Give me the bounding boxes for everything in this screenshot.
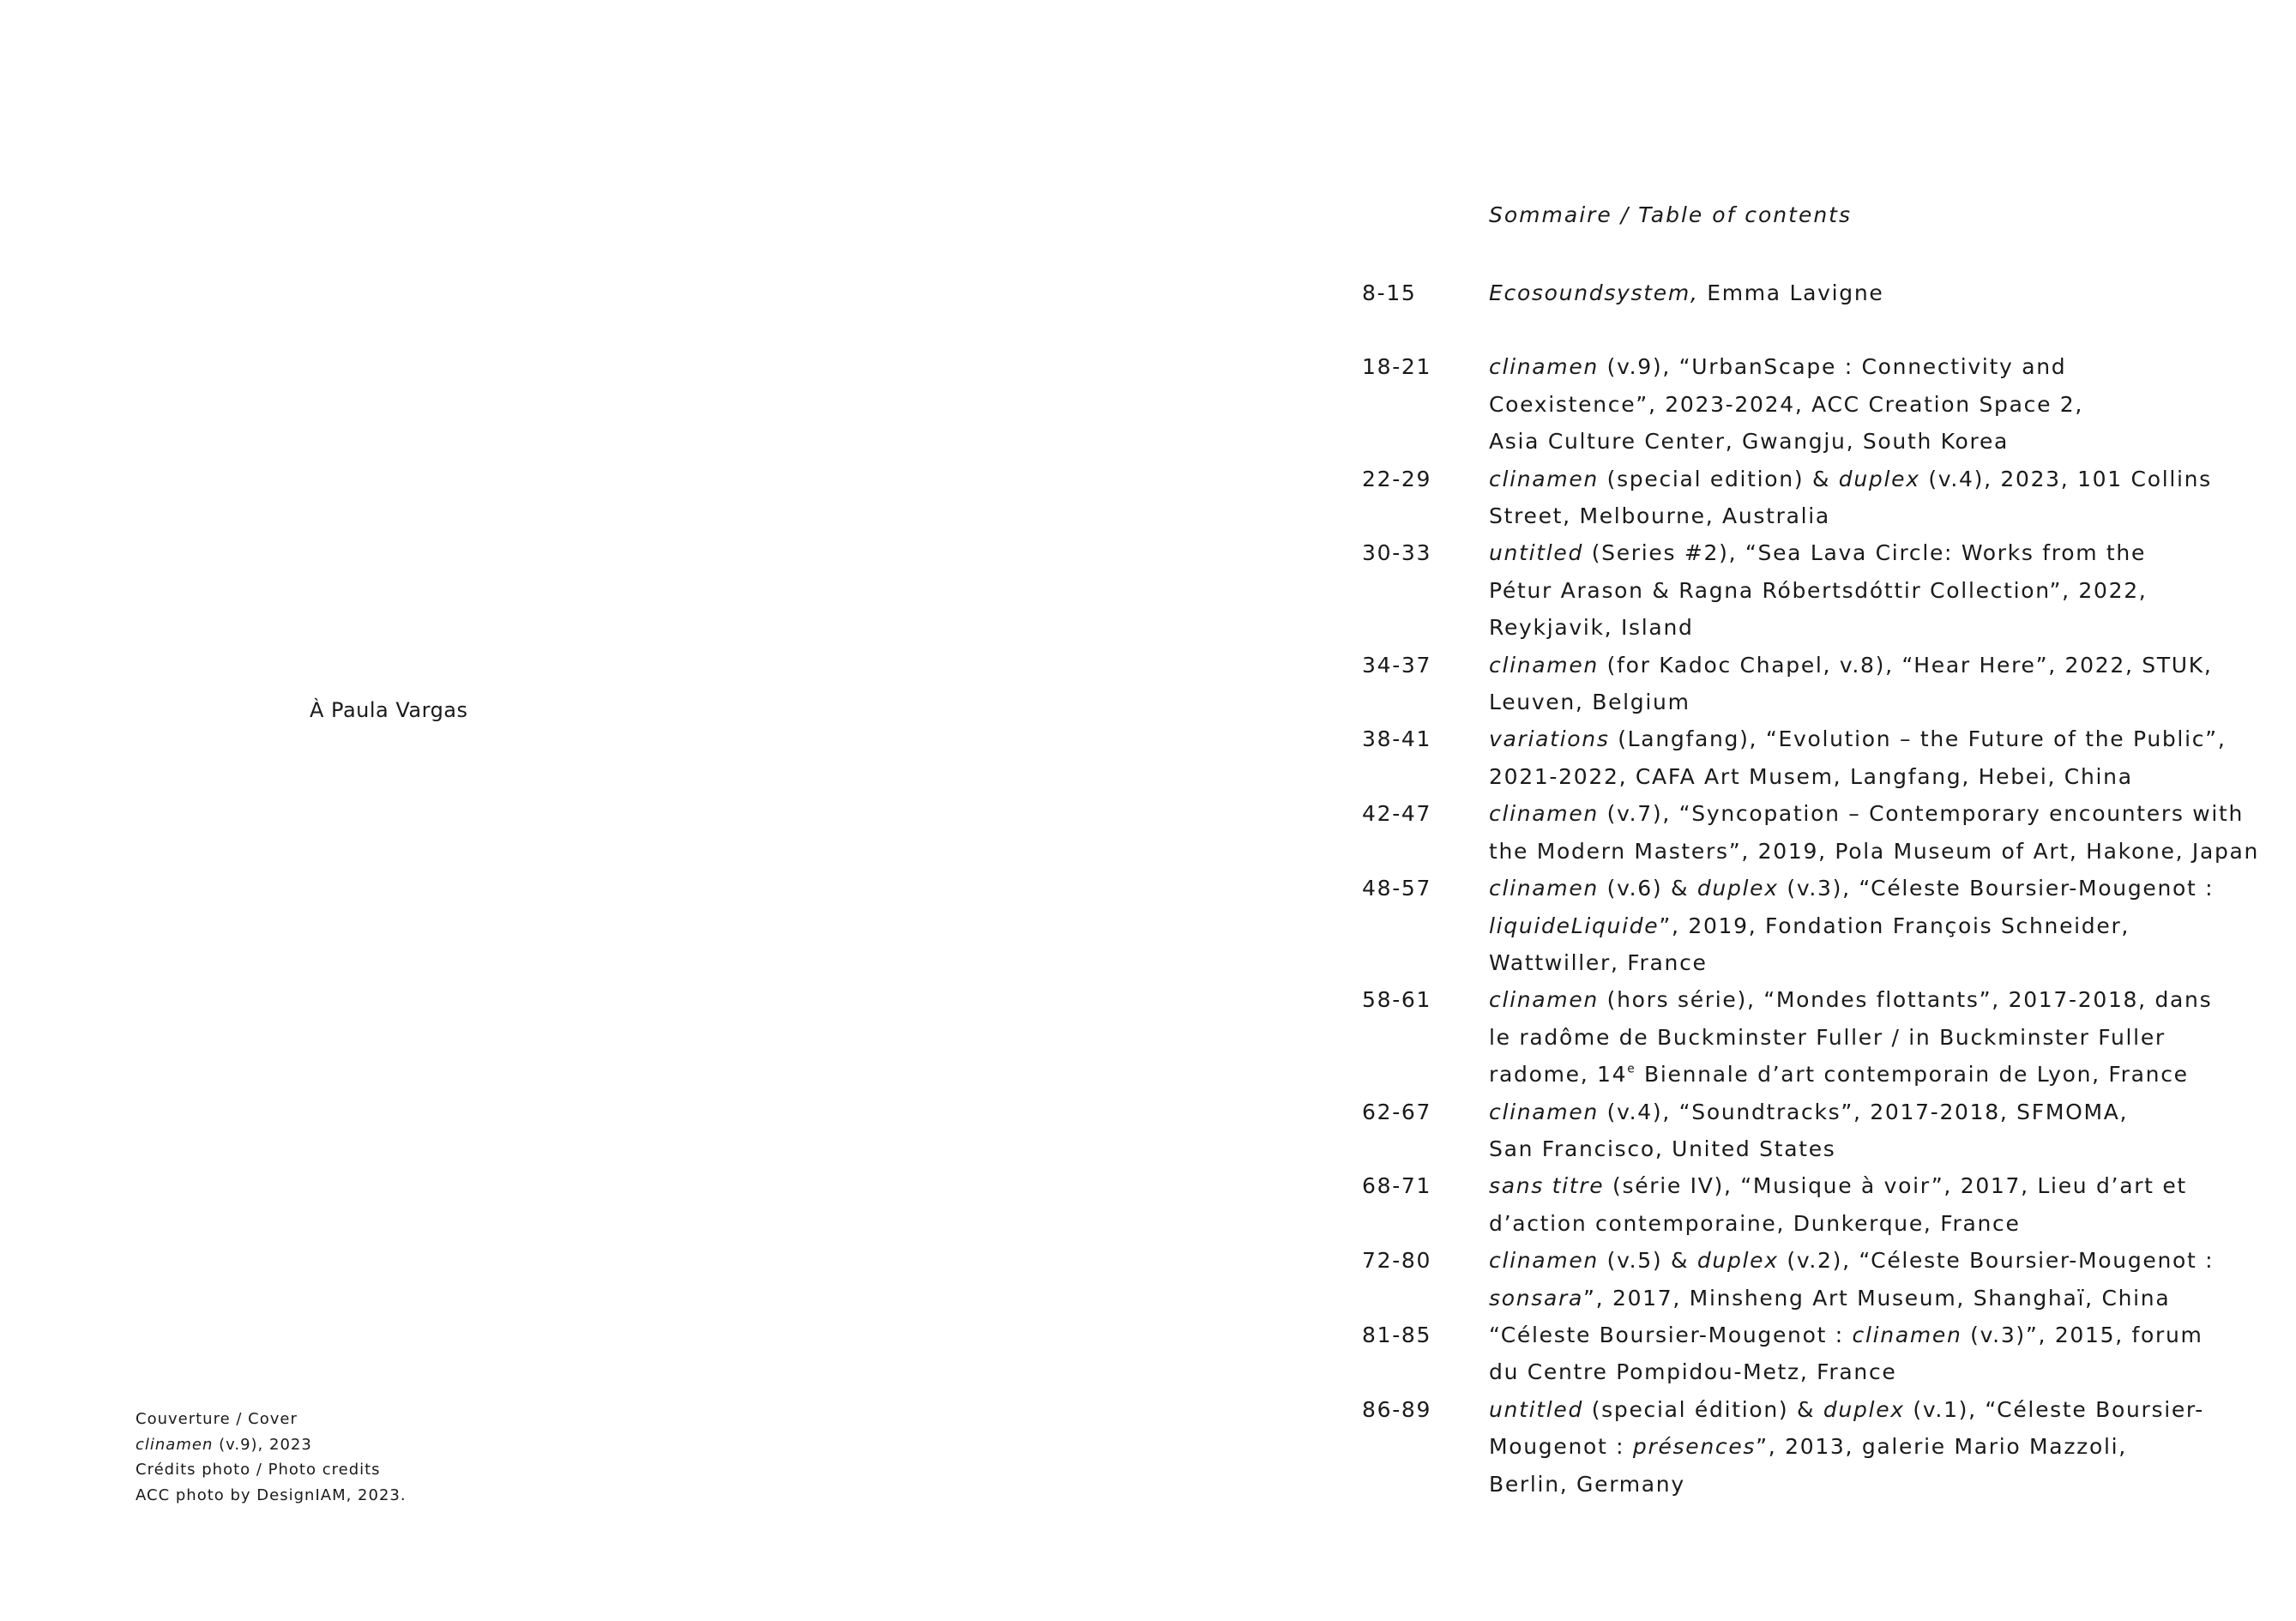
table-of-contents bbox=[1362, 274, 2271, 1503]
toc-entry bbox=[1362, 534, 2271, 646]
toc-entry bbox=[1362, 647, 2271, 721]
toc-pages: 86-89 bbox=[1362, 1396, 1432, 1422]
dedication: À Paula Vargas bbox=[310, 698, 468, 722]
toc-entry bbox=[1362, 1094, 2271, 1168]
toc-pages: 22-29 bbox=[1362, 466, 1432, 491]
toc-pages: 8-15 bbox=[1362, 280, 1417, 305]
credits-line: clinamen (v.9), 2023 bbox=[136, 1435, 312, 1454]
toc-pages: 34-37 bbox=[1362, 652, 1432, 678]
toc-pages: 42-47 bbox=[1362, 801, 1432, 827]
toc-entry bbox=[1362, 795, 2271, 870]
credits-line: Crédits photo / Photo credits bbox=[136, 1461, 381, 1479]
toc-description: variations (Langfang), “Evolution – the Future of the Public”, 2021-2022, CAFA Art Musem, Langfang, Hebei, China bbox=[1489, 726, 2227, 789]
toc-description: “Céleste Boursier-Mougenot : clinamen (v.3)”, 2015, forum du Centre Pompidou-Metz, France bbox=[1489, 1322, 2203, 1385]
toc-pages: 18-21 bbox=[1362, 354, 1432, 380]
toc-pages: 81-85 bbox=[1362, 1322, 1432, 1347]
toc-description: clinamen (v.7), “Syncopation – Contemporary encounters with the Modern Masters”, 2019, Pola Museum of Art, Hakone, Japan bbox=[1489, 801, 2260, 864]
toc-entry bbox=[1362, 274, 2271, 311]
toc-entry bbox=[1362, 1167, 2271, 1242]
toc-entry bbox=[1362, 870, 2271, 981]
toc-description: clinamen (hors série), “Mondes flottants”, 2017-2018, dans le radôme de Buckminster Fuller / in Buckminster Fuller radome, 14e Biennale d’art contemporain de Lyon, France bbox=[1489, 987, 2213, 1088]
toc-entry bbox=[1362, 1391, 2271, 1503]
toc-entry bbox=[1362, 1242, 2271, 1317]
toc-description: clinamen (v.5) & duplex (v.2), “Céleste Boursier-Mougenot : sonsara”, 2017, Minsheng Art Museum, Shanghaï, China bbox=[1489, 1248, 2215, 1311]
toc-pages: 62-67 bbox=[1362, 1099, 1432, 1124]
toc-pages: 68-71 bbox=[1362, 1173, 1432, 1199]
toc-description: clinamen (for Kadoc Chapel, v.8), “Hear Here”, 2022, STUK, Leuven, Belgium bbox=[1489, 652, 2213, 715]
toc-pages: 30-33 bbox=[1362, 540, 1432, 566]
toc-description: clinamen (v.6) & duplex (v.3), “Céleste Boursier-Mougenot : liquideLiquide”, 2019, Fondation François Schneider, Wattwiller, France bbox=[1489, 876, 2215, 975]
cover-credits bbox=[136, 1407, 407, 1508]
toc-entry bbox=[1362, 348, 2271, 460]
toc-pages: 38-41 bbox=[1362, 726, 1432, 752]
toc-entry bbox=[1362, 1317, 2271, 1391]
toc-pages: 72-80 bbox=[1362, 1248, 1432, 1274]
toc-description: clinamen (v.4), “Soundtracks”, 2017-2018, SFMOMA, San Francisco, United States bbox=[1489, 1099, 2129, 1161]
toc-description: untitled (Series #2), “Sea Lava Circle: Works from the Pétur Arason & Ragna Róbertsdóttir Collection”, 2022, Reykjavik, Island bbox=[1489, 540, 2148, 641]
credits-line: ACC photo by DesignIAM, 2023. bbox=[136, 1485, 407, 1504]
toc-entry bbox=[1362, 981, 2271, 1093]
toc-description: clinamen (v.9), “UrbanScape : Connectivity and Coexistence”, 2023-2024, ACC Creation Space 2, Asia Culture Center, Gwangju, South Korea bbox=[1489, 354, 2084, 455]
toc-pages: 48-57 bbox=[1362, 876, 1432, 901]
credits-line: Couverture / Cover bbox=[136, 1410, 298, 1428]
toc-title: Sommaire / Table of contents bbox=[1489, 202, 1853, 227]
toc-description: Ecosoundsystem, Emma Lavigne bbox=[1489, 280, 1884, 305]
toc-entry bbox=[1362, 720, 2271, 795]
toc-description: sans titre (série IV), “Musique à voir”, 2017, Lieu d’art et d’action contemporaine, Dunkerque, France bbox=[1489, 1173, 2187, 1236]
toc-entry bbox=[1362, 461, 2271, 535]
toc-description: clinamen (special edition) & duplex (v.4), 2023, 101 Collins Street, Melbourne, Australia bbox=[1489, 466, 2212, 529]
toc-pages: 58-61 bbox=[1362, 987, 1432, 1013]
toc-description: untitled (special édition) & duplex (v.1), “Céleste Boursier- Mougenot : présences”, 2013, galerie Mario Mazzoli, Berlin, Germany bbox=[1489, 1396, 2205, 1497]
